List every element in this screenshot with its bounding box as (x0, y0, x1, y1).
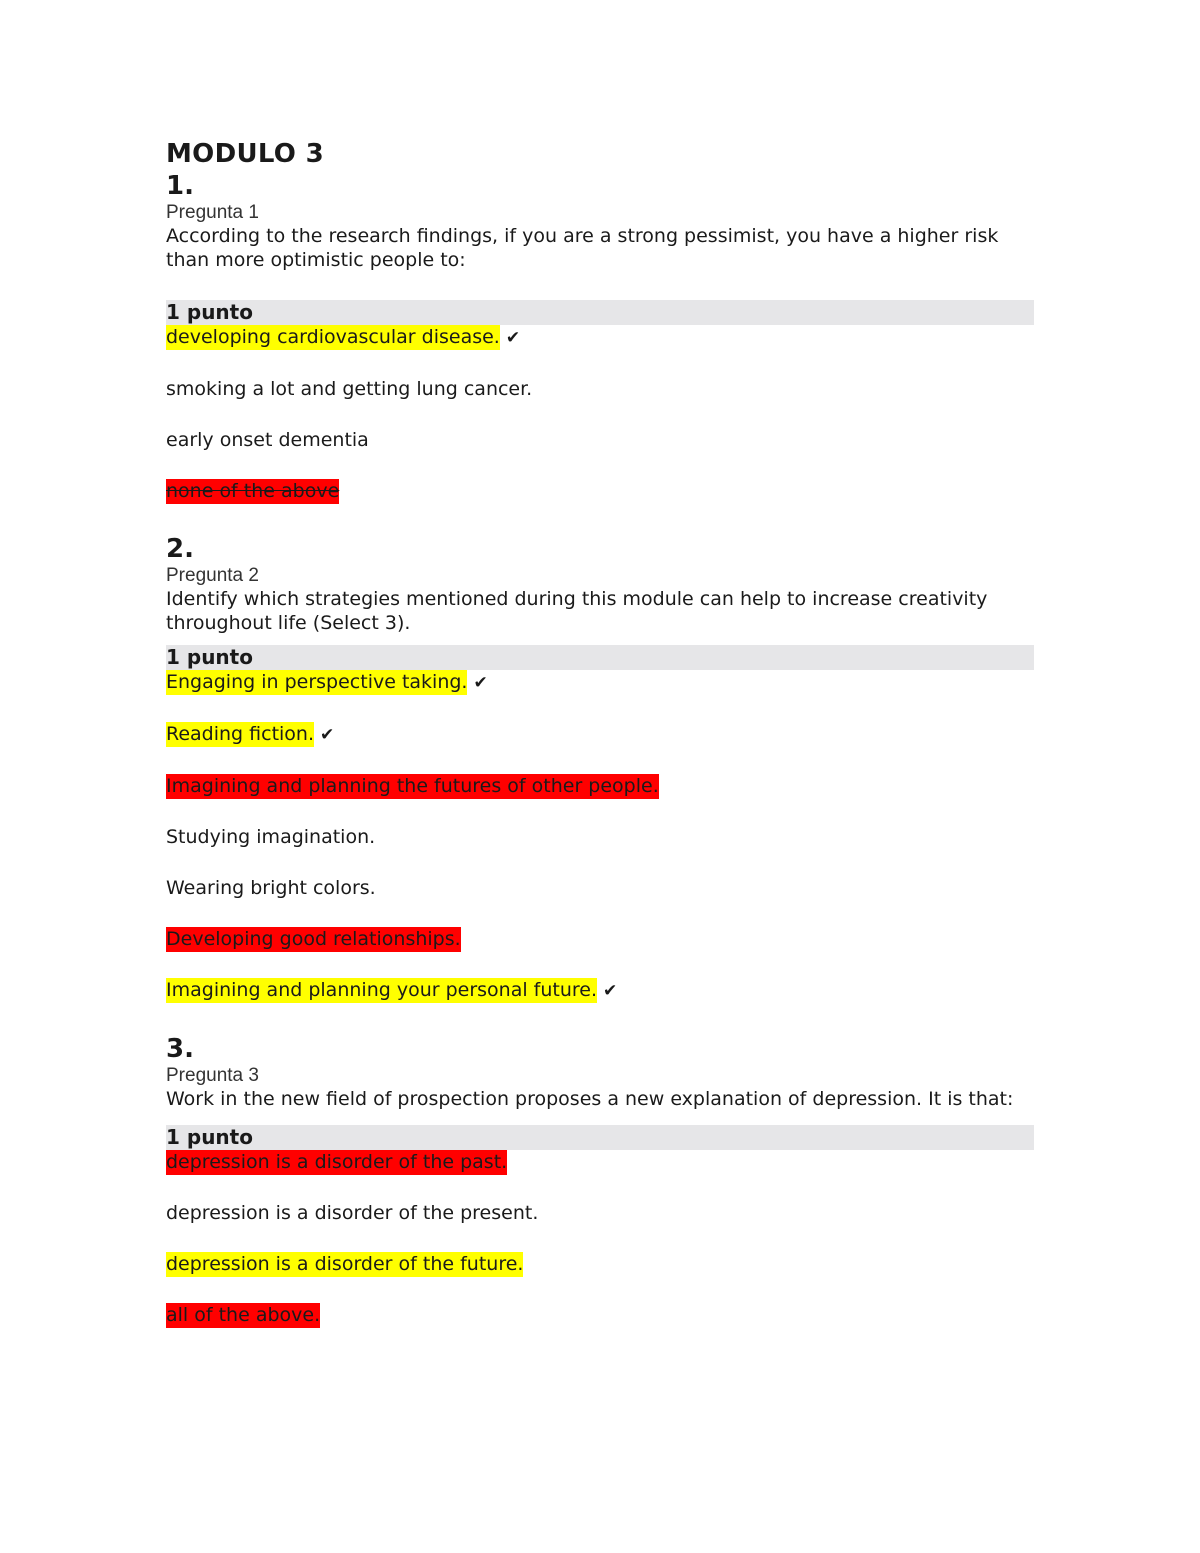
answer-option-text: Imagining and planning your personal future. (166, 979, 598, 1001)
question-number: 2. (166, 534, 194, 564)
answer-option (166, 670, 1034, 695)
answer-option-text: depression is a disorder of the present. (166, 1202, 539, 1224)
answer-options (166, 670, 1034, 1003)
answer-option-text: none of the above (166, 480, 340, 502)
document-page (166, 138, 1034, 1357)
answer-option-text: early onset dementia (166, 429, 369, 451)
question-block (166, 1033, 1034, 1327)
checkmark-icon: ✔ (320, 725, 335, 745)
points-bar: 1 punto (166, 645, 1034, 670)
answer-options (166, 1150, 1034, 1327)
answer-option (166, 1252, 1034, 1276)
answer-option-text: Developing good relationships. (166, 928, 461, 950)
document-title: MODULO 3 (166, 139, 324, 169)
answer-option (166, 927, 1034, 951)
checkmark-icon: ✔ (603, 981, 618, 1001)
answer-option-text: Engaging in perspective taking. (166, 671, 468, 693)
answer-option (166, 479, 1034, 503)
points-bar: 1 punto (166, 1125, 1034, 1150)
answer-option (166, 978, 1034, 1003)
question-text: According to the research findings, if you are a strong pessimist, you have a higher risk than more optimistic people to: (166, 225, 999, 271)
answer-option-text: Imagining and planning the futures of other people. (166, 775, 659, 797)
answer-option-text: Wearing bright colors. (166, 877, 376, 899)
points-bar: 1 punto (166, 300, 1034, 325)
answer-option (166, 325, 1034, 350)
answer-option (166, 825, 1034, 849)
question-label: Pregunta 2 (166, 565, 259, 586)
answer-option (166, 377, 1034, 401)
answer-option (166, 428, 1034, 452)
answer-option-text: developing cardiovascular disease. (166, 326, 500, 348)
question-number: 3. (166, 1034, 194, 1064)
question-number: 1. (166, 171, 194, 201)
answer-option-text: smoking a lot and getting lung cancer. (166, 378, 533, 400)
answer-option (166, 1303, 1034, 1327)
answer-option-text: depression is a disorder of the past. (166, 1151, 508, 1173)
checkmark-icon: ✔ (505, 328, 521, 348)
answer-option (166, 1150, 1034, 1174)
question-label: Pregunta 3 (166, 1065, 259, 1086)
answer-option (166, 1201, 1034, 1225)
checkmark-icon: ✔ (473, 673, 488, 693)
answer-option (166, 722, 1034, 747)
question-block (166, 170, 1034, 503)
question-label: Pregunta 1 (166, 202, 259, 223)
answer-option (166, 876, 1034, 900)
answer-options (166, 325, 1034, 503)
question-list (166, 170, 1034, 1327)
answer-option-text: Reading fiction. (166, 723, 315, 745)
question-text: Work in the new field of prospection proposes a new explanation of depression. It is that: (166, 1088, 1014, 1110)
answer-option (166, 774, 1034, 798)
answer-option-text: Studying imagination. (166, 826, 376, 848)
answer-option-text: depression is a disorder of the future. (166, 1253, 524, 1275)
question-block (166, 533, 1034, 1003)
answer-option-text: all of the above. (166, 1304, 321, 1326)
question-text: Identify which strategies mentioned during this module can help to increase creativity throughout life (Select 3). (166, 588, 988, 634)
